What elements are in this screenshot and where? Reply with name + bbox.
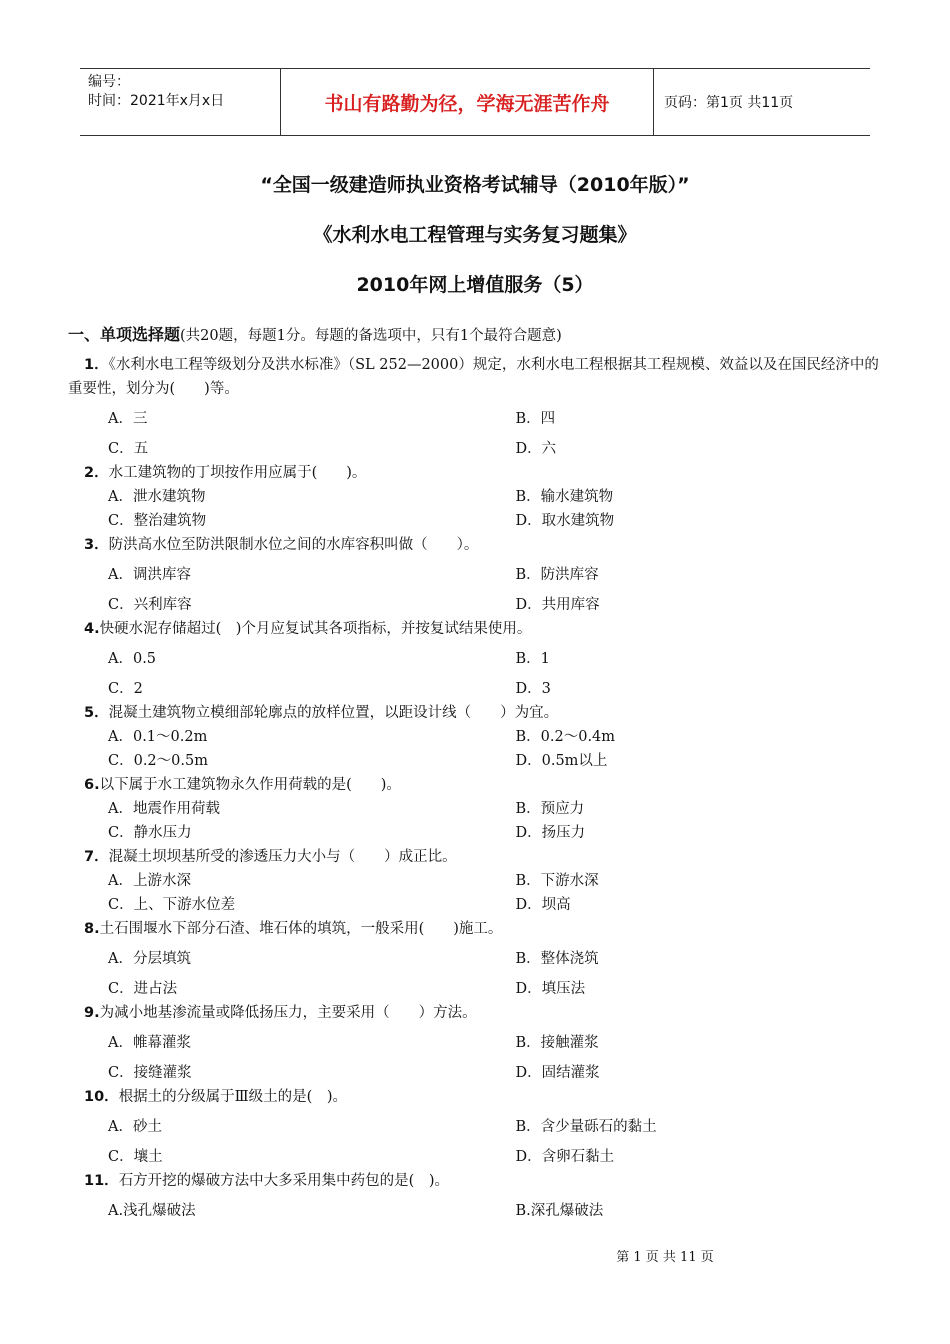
question-text: 混凝土建筑物立模细部轮廓点的放样位置，以距设计线（ ）为宜。 <box>108 705 559 721</box>
question-stem <box>68 845 883 869</box>
option-group <box>68 1025 883 1085</box>
option-group <box>68 485 883 533</box>
answer-option: D．扬压力 <box>515 825 586 841</box>
option-group <box>68 641 883 701</box>
question-number: 4. <box>84 621 100 637</box>
question-text: 根据土的分级属于Ⅲ级土的是( )。 <box>118 1089 347 1105</box>
question-text: 以下属于水工建筑物永久作用荷载的是( )。 <box>99 777 401 793</box>
question-item <box>68 1001 883 1085</box>
answer-option: B．整体浇筑 <box>515 951 599 967</box>
answer-option: A．三 <box>108 411 148 427</box>
answer-option: D．坝高 <box>515 897 571 913</box>
question-number: 3． <box>84 537 109 553</box>
question-number: 11． <box>84 1173 119 1189</box>
question-text: 快硬水泥存储超过( )个月应复试其各项指标，并按复试结果使用。 <box>99 621 532 637</box>
time-label: 时间：2021年x月x日 <box>88 93 225 109</box>
answer-option: A．调洪库容 <box>108 567 191 583</box>
header-meta <box>80 69 281 135</box>
answer-option: C．壤土 <box>108 1149 163 1165</box>
question-text: 土石围堰水下部分石渣、堆石体的填筑，一般采用( )施工。 <box>99 921 503 937</box>
question-stem <box>68 617 883 641</box>
answer-option: B．下游水深 <box>515 873 599 889</box>
question-number: 2． <box>84 465 109 481</box>
question-item <box>68 1169 883 1223</box>
title-line-3: 2010年网上增值服务（5） <box>356 274 594 296</box>
title-line-1: “全国一级建造师执业资格考试辅导（2010年版）” <box>260 174 690 196</box>
question-stem <box>68 917 883 941</box>
section-title: 一、单项选择题 <box>68 325 181 344</box>
answer-option: D．含卵石黏土 <box>515 1149 615 1165</box>
option-group <box>68 1193 883 1223</box>
question-text: 水工建筑物的丁坝按作用应属于( )。 <box>108 465 367 481</box>
question-item <box>68 845 883 917</box>
answer-option: A．分层填筑 <box>108 951 191 967</box>
option-group <box>68 557 883 617</box>
option-group <box>68 869 883 917</box>
answer-option: A．上游水深 <box>108 873 191 889</box>
answer-option: A．地震作用荷载 <box>108 801 220 817</box>
document-titles <box>0 170 950 320</box>
answer-option: A．帷幕灌浆 <box>108 1035 191 1051</box>
answer-option: C．进占法 <box>108 981 178 997</box>
question-item <box>68 461 883 533</box>
question-number: 5． <box>84 705 109 721</box>
question-stem <box>68 461 883 485</box>
answer-option: A．0.1～0.2m <box>108 729 208 745</box>
title-line-2: 《水利水电工程管理与实务复习题集》 <box>313 224 637 246</box>
answer-option: B．预应力 <box>515 801 585 817</box>
question-text: 防洪高水位至防洪限制水位之间的水库容积叫做（ ）。 <box>108 537 479 553</box>
answer-option: D．固结灌浆 <box>515 1065 600 1081</box>
question-number: 1． <box>84 357 109 373</box>
answer-option: D．六 <box>515 441 557 457</box>
question-text: 《水利水电工程等级划分及洪水标准》（SL 252—2000）规定，水利水电工程根据其工程规模、效益以及在国民经济中的重要性，划分为( )等。 <box>68 357 879 397</box>
question-item <box>68 773 883 845</box>
question-text: 混凝土坝坝基所受的渗透压力大小与（ ）成正比。 <box>108 849 457 865</box>
answer-option: D．0.5m以上 <box>515 753 608 769</box>
answer-option: D．取水建筑物 <box>515 513 615 529</box>
answer-option: A．砂土 <box>108 1119 162 1135</box>
question-item <box>68 533 883 617</box>
question-item <box>68 917 883 1001</box>
answer-option: C．2 <box>108 681 143 697</box>
question-number: 7． <box>84 849 109 865</box>
question-stem <box>68 353 883 401</box>
answer-option: A．0.5 <box>108 651 157 667</box>
answer-option: C．接缝灌浆 <box>108 1065 192 1081</box>
question-item <box>68 617 883 701</box>
question-number: 6. <box>84 777 100 793</box>
header-page-number: 页码：第1页 共11页 <box>664 95 794 111</box>
page-footer: 第 1 页 共 11 页 <box>616 1250 714 1265</box>
question-stem <box>68 701 883 725</box>
option-group <box>68 725 883 773</box>
question-content <box>68 322 883 1223</box>
section-note: (共20题，每题1分。每题的备选项中，只有1个最符合题意) <box>180 328 562 344</box>
answer-option: C．0.2～0.5m <box>108 753 208 769</box>
question-text: 为减小地基渗流量或降低扬压力，主要采用（ ）方法。 <box>99 1005 477 1021</box>
answer-option: B．四 <box>515 411 556 427</box>
question-stem <box>68 533 883 557</box>
question-list <box>68 353 883 1223</box>
answer-option: B．防洪库容 <box>515 567 599 583</box>
answer-option: B．含少量砾石的黏土 <box>515 1119 657 1135</box>
answer-option: D．填压法 <box>515 981 586 997</box>
answer-option: A.浅孔爆破法 <box>108 1203 196 1219</box>
option-group <box>68 401 883 461</box>
question-item <box>68 1085 883 1169</box>
page-header <box>80 68 870 136</box>
question-item <box>68 701 883 773</box>
answer-option: C．兴利库容 <box>108 597 192 613</box>
answer-option: B.深孔爆破法 <box>515 1203 604 1219</box>
number-label: 编号： <box>88 74 130 90</box>
answer-option: B．1 <box>515 651 550 667</box>
question-number: 10． <box>84 1089 119 1105</box>
answer-option: C．整治建筑物 <box>108 513 207 529</box>
answer-option: D．3 <box>515 681 551 697</box>
answer-option: C．五 <box>108 441 149 457</box>
question-number: 8. <box>84 921 100 937</box>
question-stem <box>68 773 883 797</box>
option-group <box>68 941 883 1001</box>
answer-option: B．输水建筑物 <box>515 489 614 505</box>
question-stem <box>68 1169 883 1193</box>
answer-option: D．共用库容 <box>515 597 600 613</box>
answer-option: B．接触灌浆 <box>515 1035 599 1051</box>
question-text: 石方开挖的爆破方法中大多采用集中药包的是( )。 <box>118 1173 449 1189</box>
question-stem <box>68 1085 883 1109</box>
answer-option: A．泄水建筑物 <box>108 489 206 505</box>
header-motto: 书山有路勤为径，学海无涯苦作舟 <box>281 69 654 135</box>
answer-option: C．静水压力 <box>108 825 192 841</box>
question-item <box>68 353 883 461</box>
answer-option: B．0.2～0.4m <box>515 729 616 745</box>
option-group <box>68 1109 883 1169</box>
option-group <box>68 797 883 845</box>
question-stem <box>68 1001 883 1025</box>
question-number: 9. <box>84 1005 100 1021</box>
answer-option: C．上、下游水位差 <box>108 897 236 913</box>
section-heading <box>68 322 883 349</box>
